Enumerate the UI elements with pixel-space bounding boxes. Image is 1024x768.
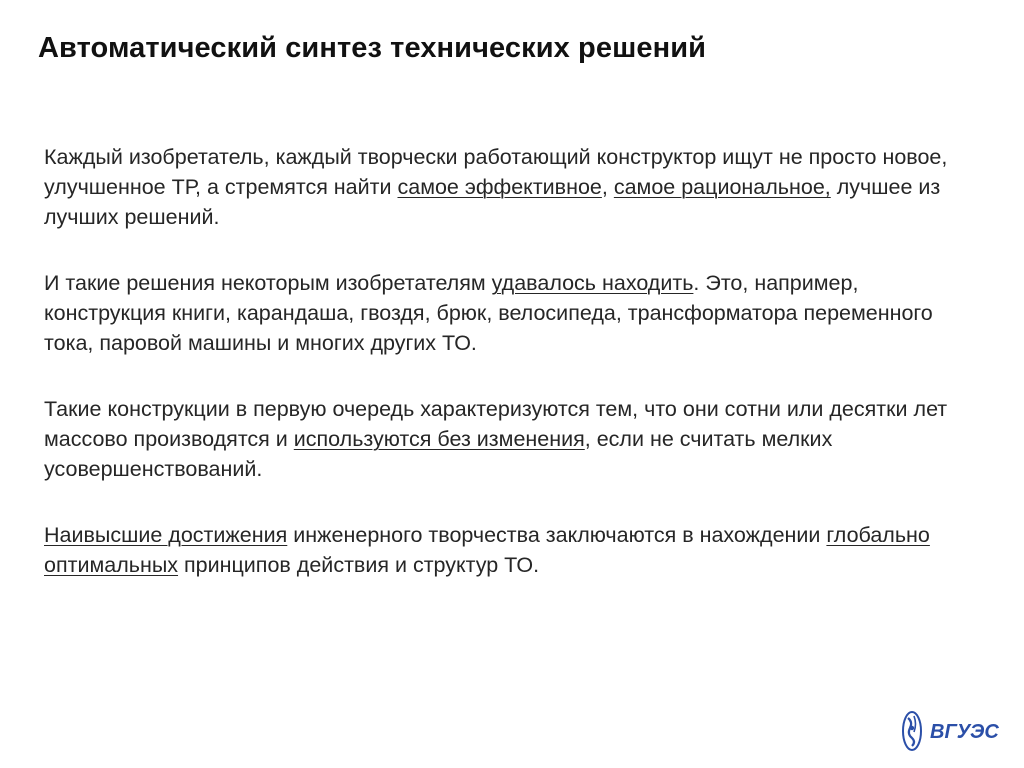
text-run: инженерного творчества заключаются в нахождении <box>287 523 827 547</box>
text-run: лучшее из лучших решений. <box>44 175 941 229</box>
text-run: , <box>601 175 614 199</box>
underlined-phrase: Наивысшие достижения <box>44 523 288 547</box>
underlined-phrase: удавалось находить <box>491 271 694 295</box>
text-run: Такие конструкции в первую очередь характеризуются тем, что они сотни или десятки лет массово производятся и <box>44 397 948 451</box>
slide-title: Автоматический синтез технических решений <box>38 32 707 64</box>
text-run: Каждый изобретатель, каждый творчески работающий конструктор ищут не просто новое, улучшенное ТР, а стремятся найти <box>44 145 948 199</box>
university-logo <box>900 708 1008 754</box>
text-run: . Это, например, конструкция книги, карандаша, гвоздя, брюк, велосипеда, трансформатора переменного тока, паровой машины и многих других ТО. <box>44 271 933 355</box>
paragraph-4 <box>44 520 984 580</box>
paragraph-2 <box>44 268 984 358</box>
paragraph-3 <box>44 394 984 484</box>
underlined-phrase: самое рациональное, <box>613 175 831 199</box>
underlined-phrase: глобально оптимальных <box>44 523 930 577</box>
logo-text: ВГУЭС <box>930 721 999 743</box>
text-run: принципов действия и структур ТО. <box>178 553 540 577</box>
slide-body <box>44 142 984 616</box>
text-run: , если не считать мелких усовершенствований. <box>44 427 833 481</box>
text-run: И такие решения некоторым изобретателям <box>44 271 492 295</box>
paragraph-1 <box>44 142 984 232</box>
underlined-phrase: самое эффективное <box>397 175 602 199</box>
logo-emblem-icon <box>900 708 1008 754</box>
underlined-phrase: используются без изменения <box>293 427 585 451</box>
